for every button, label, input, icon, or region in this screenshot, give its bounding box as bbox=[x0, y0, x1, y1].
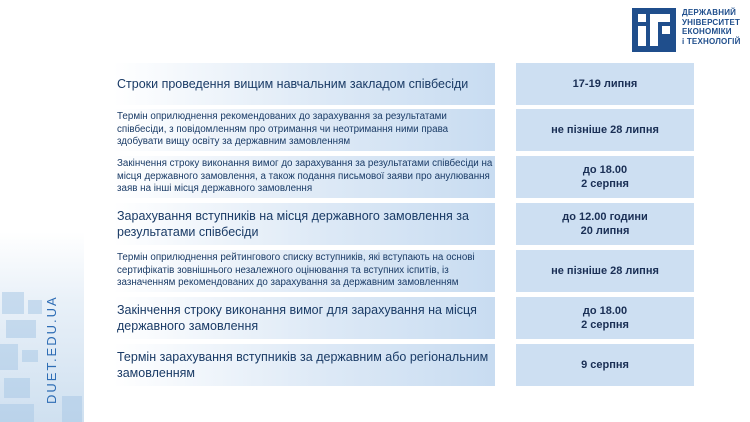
schedule-date: до 12.00 години 20 липня bbox=[516, 203, 694, 245]
schedule-description: Строки проведення вищим навчальним закладом співбесіди bbox=[113, 63, 495, 105]
university-emblem-icon bbox=[632, 8, 676, 52]
schedule-description: Термін оприлюднення рекомендованих до зарахування за результатами співбесіди, з повідомленням про отримання чи неотримання ними права здобувати вищу освіту за державним замовленням bbox=[113, 109, 495, 151]
schedule-date: не пізніше 28 липня bbox=[516, 250, 694, 292]
schedule-date: до 18.00 2 серпня bbox=[516, 297, 694, 339]
university-logo bbox=[632, 8, 741, 52]
schedule-row bbox=[113, 344, 693, 386]
schedule-description: Закінчення строку виконання вимог до зарахування за результатами співбесіди на місця державного замовлення, а також подання письмової заяви про анулювання заяв на інші місця державного замовлення bbox=[113, 156, 495, 198]
schedule-row bbox=[113, 203, 693, 245]
schedule-row bbox=[113, 156, 693, 198]
schedule-date: 9 серпня bbox=[516, 344, 694, 386]
decorative-side-band bbox=[0, 0, 84, 422]
schedule-description: Термін оприлюднення рейтингового списку вступників, які вступають на основі сертифікатів зовнішнього незалежного оцінювання та вступних іспитів, із зазначенням рекомендованих до зарахування за державним замовленням bbox=[113, 250, 495, 292]
schedule-row bbox=[113, 63, 693, 105]
site-url-vertical: DUET.EDU.UA bbox=[44, 295, 59, 404]
schedule-description: Термін зарахування вступників за державним або регіональним замовленням bbox=[113, 344, 495, 386]
university-name: ДЕРЖАВНИЙ УНІВЕРСИТЕТ ЕКОНОМІКИ і ТЕХНОЛОГІЙ bbox=[682, 8, 741, 46]
schedule-row bbox=[113, 250, 693, 292]
schedule-description: Закінчення строку виконання вимог для зарахування на місця державного замовлення bbox=[113, 297, 495, 339]
schedule-row bbox=[113, 297, 693, 339]
schedule-date: не пізніше 28 липня bbox=[516, 109, 694, 151]
schedule-row bbox=[113, 109, 693, 151]
schedule-description: Зарахування вступників на місця державного замовлення за результатами співбесіди bbox=[113, 203, 495, 245]
schedule-date: до 18.00 2 серпня bbox=[516, 156, 694, 198]
schedule-date: 17-19 липня bbox=[516, 63, 694, 105]
